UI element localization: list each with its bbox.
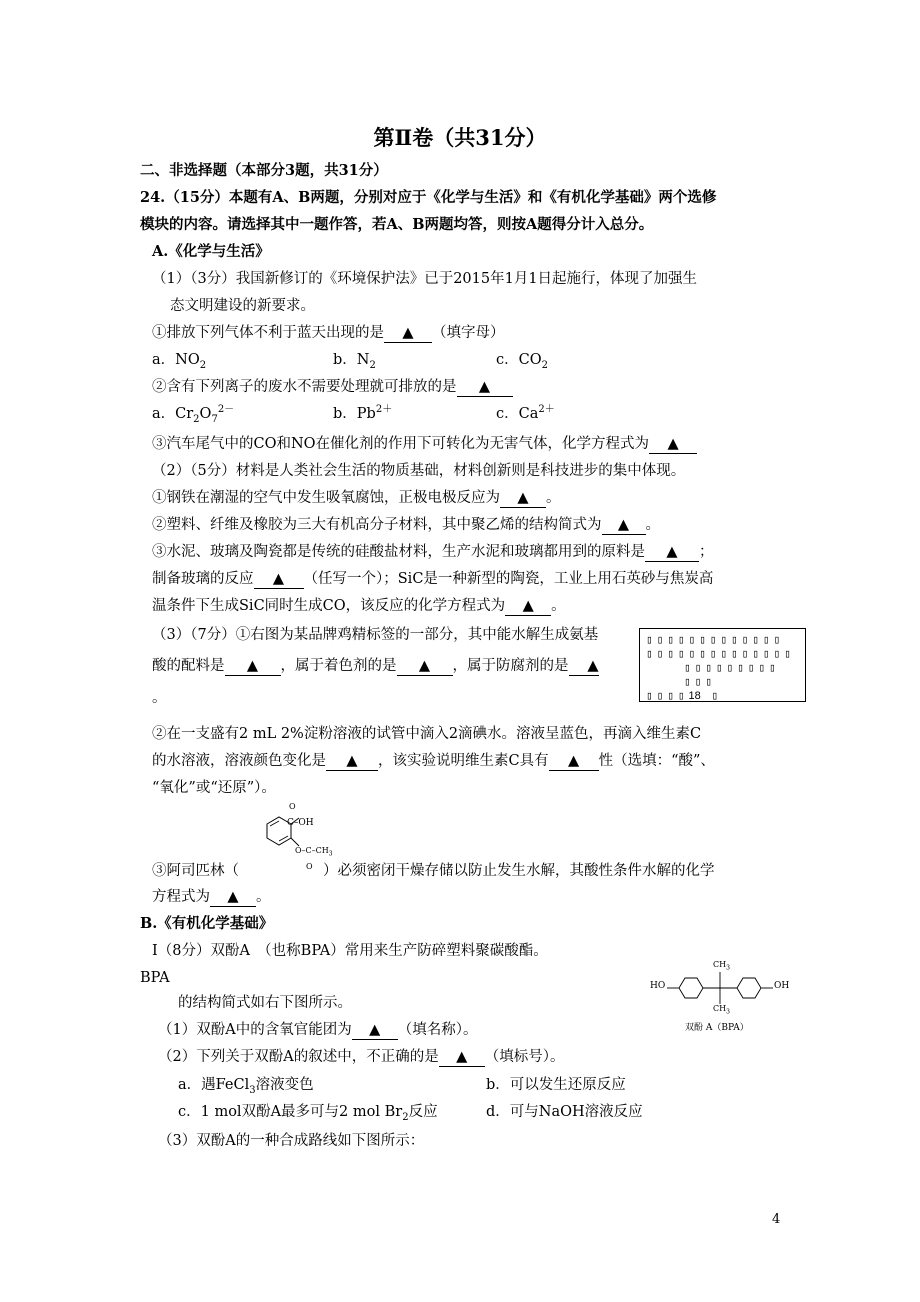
a2-q2: ②塑料、纤维及橡胶为三大有机高分子材料，其中聚乙烯的结构简式为 ▲ 。 (152, 516, 660, 533)
answer-blank[interactable]: ▲ (457, 378, 513, 397)
answer-blank[interactable]: ▲ (602, 516, 646, 535)
answer-blank[interactable]: ▲ (326, 752, 378, 771)
answer-blank[interactable]: ▲ (500, 489, 546, 508)
a3-line8: 方程式为 ▲ 。 (152, 888, 271, 905)
aspirin-atom: O (306, 862, 313, 871)
part-a-heading: A.《化学与生活》 (152, 243, 270, 260)
answer-blank[interactable]: ▲ (254, 570, 304, 589)
answer-blank[interactable]: ▲ (645, 543, 699, 562)
answer-blank[interactable]: ▲ (397, 657, 453, 676)
aspirin-atom: O (289, 802, 296, 811)
a1-q2: ②含有下列离子的废水不需要处理就可排放的是 ▲ (152, 377, 513, 397)
answer-blank[interactable]: ▲ (225, 657, 281, 676)
a1-q1-option-a: a．$NO_2$ (152, 352, 207, 371)
a3-line5: 的水溶液，溶液颜色变化是 ▲ ，该实验说明维生素C具有 ▲ 性（选填：“酸”、 (152, 752, 715, 769)
a2-q3-line1: ③水泥、玻璃及陶瓷都是传统的硅酸盐材料，生产水泥和玻璃都用到的原料是 ▲ ； (152, 543, 714, 560)
section-heading: 二、非选择题（本部分3题，共31分） (140, 162, 388, 179)
answer-blank[interactable]: ▲ (505, 597, 551, 616)
a1-q1-option-b: b．$N_2$ (333, 352, 376, 371)
a1-q2-option-c: c．$Ca^{2+}$ (496, 404, 555, 422)
a3-line2: 酸的配料是 ▲ ，属于着色剂的是 ▲ ，属于防腐剂的是 ▲ (152, 657, 599, 674)
part-b-heading: B.《有机化学基础》 (140, 915, 274, 932)
page-title: 第Ⅱ卷（共31分） (373, 125, 547, 150)
a1-line1: （1）（3分）我国新修订的《环境保护法》已于2015年1月1日起施行，体现了加强生 (152, 271, 698, 287)
b-line2: BPA (140, 970, 170, 986)
a3-line7: ③阿司匹林（ ）必须密闭干燥存储以防止发生水解，其酸性条件水解的化学 (152, 863, 715, 879)
label-row-4: ▯▯▯ (684, 675, 716, 688)
bpa-caption: 双酚 A（BPA） (685, 1023, 749, 1033)
aspirin-group: C–OH (287, 818, 314, 828)
answer-blank[interactable]: ▲ (352, 1021, 398, 1040)
label-row-1: ▯▯▯▯▯▯▯▯▯▯▯▯▯ (646, 633, 785, 646)
b-line3: 的结构简式如右下图所示。 (178, 995, 352, 1011)
a1-q2-option-b: b．$Pb^{2+}$ (333, 404, 393, 422)
a1-line2: 态文明建设的新要求。 (170, 298, 315, 314)
answer-blank[interactable]: ▲ (569, 657, 599, 676)
b-q2-option-a: a．遇FeCl$_3$溶液变色 (178, 1077, 314, 1096)
b-line1: Ⅰ（8分）双酚A （也称BPA）常用来生产防碎塑料聚碳酸酯。 (152, 943, 548, 959)
bpa-atom: OH (774, 981, 790, 991)
q24-line1: 24.（15分）本题有A、B两题，分别对应于《化学与生活》和《有机化学基础》两个选修 (140, 189, 717, 206)
a3-line1: （3）（7分）①右图为某品牌鸡精标签的一部分，其中能水解生成氨基 (152, 627, 599, 643)
answer-blank[interactable]: ▲ (549, 752, 599, 771)
b-q2-option-d: d．可与NaOH溶液反应 (486, 1104, 643, 1120)
answer-blank[interactable]: ▲ (439, 1048, 485, 1067)
answer-blank[interactable]: ▲ (384, 324, 432, 343)
bpa-structure (645, 958, 795, 1036)
a3-line4: ②在一支盛有2 mL 2%淀粉溶液的试管中滴入2滴碘水。溶液呈蓝色，再滴入维生素C (152, 726, 702, 742)
a3-line6: “氧化”或“还原”）。 (152, 780, 276, 796)
bpa-methyl: $CH_3$ (713, 960, 730, 972)
a1-q3: ③汽车尾气中的CO和NO在催化剂的作用下可转化为无害气体，化学方程式为 ▲ (152, 434, 697, 454)
bpa-methyl: $CH_3$ (713, 1004, 730, 1016)
a1-q2-option-a: a．$Cr_2O_7^{2-}$ (152, 404, 235, 425)
b-q1: （1）双酚A中的含氧官能团为 ▲ （填名称）。 (158, 1021, 478, 1038)
b-q2-option-b: b．可以发生还原反应 (486, 1077, 626, 1093)
aspirin-group: $O-C-CH_3$ (295, 846, 333, 858)
b-q2-option-c: c．1 mol双酚A最多可与2 mol $Br_2$反应 (178, 1104, 438, 1123)
q24-line2: 模块的内容。请选择其中一题作答，若A、B两题均答，则按A题得分计入总分。 (140, 216, 654, 233)
a2-q3-line2: 制备玻璃的反应 ▲ （任写一个）；SiC是一种新型的陶瓷，工业上用石英砂与焦炭高 (152, 570, 714, 587)
chicken-essence-label (639, 628, 806, 702)
a3-line3: 。 (152, 690, 167, 706)
a1-q1: ①排放下列气体不利于蓝天出现的是 ▲ （填字母） (152, 324, 505, 341)
label-row-2: ▯▯▯▯▯▯▯▯▯▯▯▯▯▯ (646, 647, 795, 660)
a2-q1: ①钢铁在潮湿的空气中发生吸氧腐蚀，正极电极反应为 ▲ 。 (152, 489, 561, 506)
a2-q3-line3: 温条件下生成SiC同时生成CO，该反应的化学方程式为 ▲ 。 (152, 597, 566, 614)
answer-blank[interactable]: ▲ (210, 888, 256, 907)
a1-q1-option-c: c．$CO_2$ (496, 352, 548, 371)
b-q2: （2）下列关于双酚A的叙述中，不正确的是 ▲ （填标号）。 (158, 1048, 565, 1065)
a2-intro: （2）（5分）材料是人类社会生活的物质基础，材料创新则是科技进步的集中体现。 (152, 463, 686, 479)
b-q3: （3）双酚A的一种合成路线如下图所示： (158, 1133, 425, 1149)
bpa-atom: HO (650, 981, 666, 991)
label-row-3: ▯▯▯▯▯▯▯▯▯ (684, 661, 780, 674)
label-row-5: ▯▯▯▯18 ▯ (646, 689, 722, 702)
answer-blank[interactable]: ▲ (649, 435, 697, 454)
page-number: 4 (772, 1212, 781, 1227)
